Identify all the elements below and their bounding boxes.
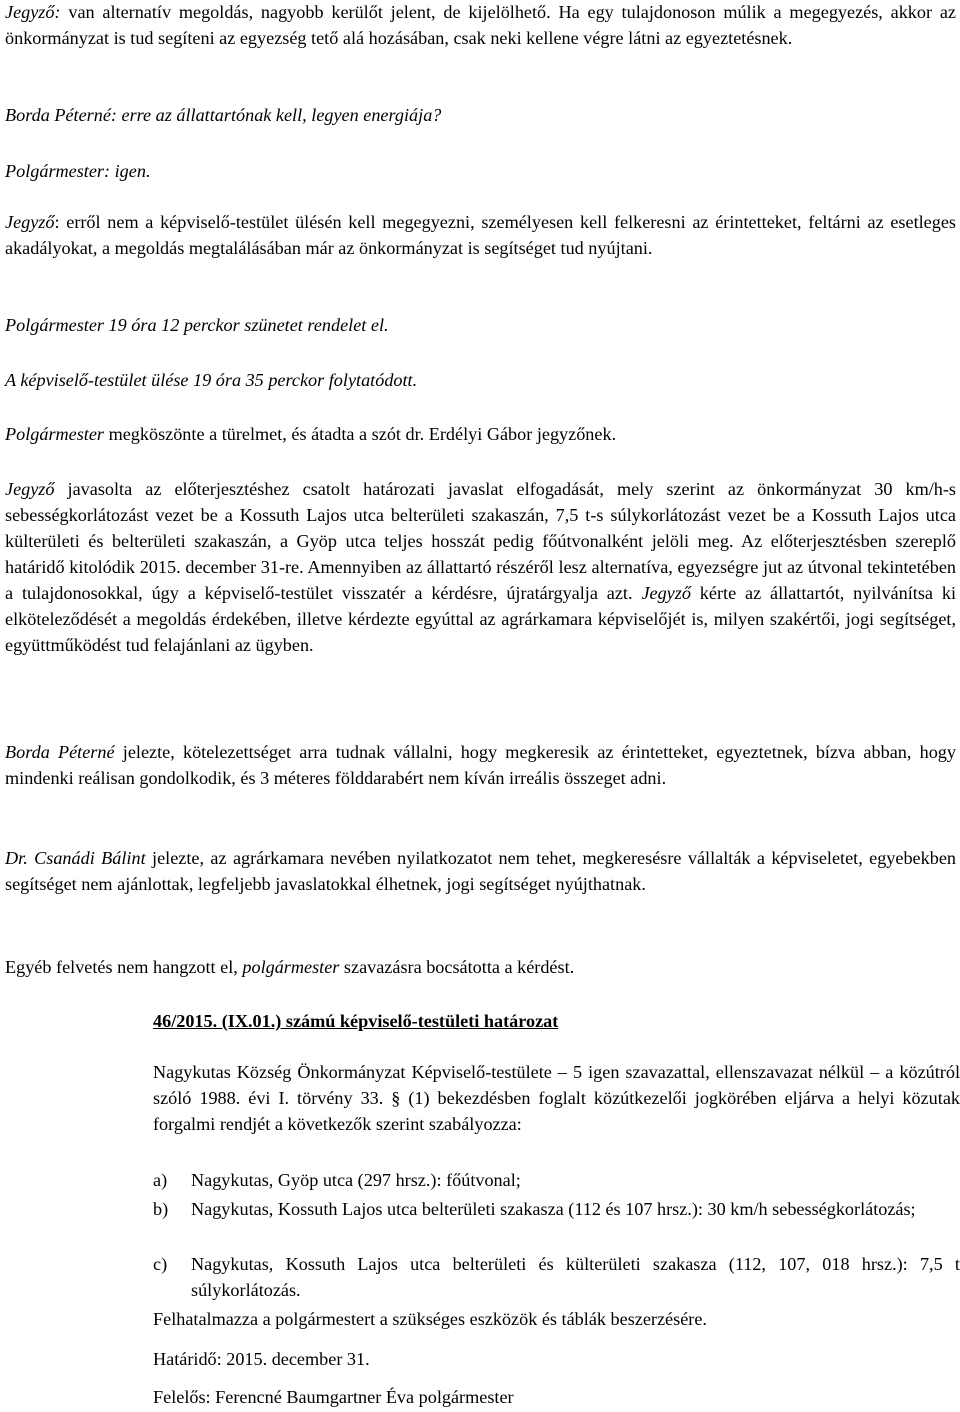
speaker-name: Jegyző:	[5, 2, 61, 22]
paragraph-text: Egyéb felvetés nem hangzott el,	[5, 957, 243, 977]
resolution-title: 46/2015. (IX.01.) számú képviselő-testületi határozat	[153, 1011, 559, 1031]
speaker-name: polgármester	[242, 957, 340, 977]
speaker-name: Dr. Csanádi Bálint	[5, 848, 146, 868]
paragraph-jegyzo-proposal	[5, 476, 956, 658]
paragraph-csanadi-statement	[5, 845, 956, 897]
paragraph-jegyzo-meeting	[5, 209, 956, 261]
paragraph-borda-commitment	[5, 739, 956, 791]
paragraph-jegyzo-alternative	[5, 0, 956, 51]
paragraph-text: A képviselő-testület ülése 19 óra 35 perckor folytatódott.	[5, 370, 418, 390]
paragraph-text: kérte az állattartót, nyilvánítsa ki elköteleződését a megoldás érdekében, illetve kérdezte egyúttal az agrárkamara képviselőjét is, milyen szakértői, jogi segítséget, együttműködést tud felajánlani az ügyben.	[5, 583, 957, 655]
speaker-name: Jegyző	[641, 583, 691, 603]
resolution-responsible: Felelős: Ferencné Baumgartner Éva polgármester	[153, 1387, 514, 1407]
paragraph-text: megköszönte a türelmet, és átadta a szót dr. Erdélyi Gábor jegyzőnek.	[104, 424, 617, 444]
list-item-text: Nagykutas, Kossuth Lajos utca belterületi és külterületi szakasza (112, 107, 018 hrsz.): 7,5 t súlykorlátozás.	[191, 1254, 960, 1300]
speaker-name: Polgármester	[5, 424, 105, 444]
resolution-intro: Nagykutas Község Önkormányzat Képviselő-testülete – 5 igen szavazattal, ellenszavazat nélkül – a közútról szóló 1988. évi I. törvény 33. § (1) bekezdésben foglalt közútkezelői jogkörében eljárva a helyi közutak forgalmi rendjét a következők szerint szabályozza:	[153, 1062, 960, 1134]
paragraph-text: szavazásra bocsátotta a kérdést.	[339, 957, 575, 977]
paragraph-break-announced	[5, 312, 956, 338]
speaker-name: Polgármester:	[5, 161, 111, 181]
paragraph-borda-question	[5, 102, 956, 128]
speaker-name: Jegyző	[5, 212, 55, 232]
paragraph-text: erre az állattartónak kell, legyen energiája?	[116, 105, 442, 125]
paragraph-text: : erről nem a képviselő-testület ülésén kell megegyezni, személyesen kell felkeresni az érintetteket, feltárni az esetleges akadályokat, a megoldás megtalálásában már az önkormányzat is segítséget tud nyújtani.	[5, 212, 956, 258]
paragraph-text: van alternatív megoldás, nagyobb kerülőt jelent, de kijelölhető. Ha egy tulajdonoson múlik a megegyezés, akkor az önkormányzat is tud segíteni az egyezség tető alá hozásában, csak neki kellene végre látni az egyeztetésnek.	[5, 2, 956, 48]
resolution-item	[153, 1196, 960, 1222]
speaker-name: Borda Péterné:	[5, 105, 117, 125]
list-marker: a)	[153, 1170, 168, 1190]
paragraph-meeting-resumed	[5, 367, 956, 393]
resolution-item	[153, 1251, 960, 1303]
list-item-text: Nagykutas, Gyöp utca (297 hrsz.): főútvonal;	[191, 1170, 521, 1190]
paragraph-text: javasolta az előterjesztéshez csatolt határozati javaslat elfogadását, mely szerint az önkormányzat 30 km/h-s sebességkorlátozást vezet be a Kossuth Lajos utca belterületi szakaszán, 7,5 t-s súlykorlátozást vezet be a Kossuth Lajos utca külterületi és belterületi szakaszán, a Gyöp utca teljes hosszát pedig főútvonalként jelöli meg. Az előterjesztésben szereplő határidő kitolódik 2015. december 31-re. Amennyiben az állattartó részéről lesz alternatíva, egyezségre jut az útvonal tekintetében a tulajdonosokkal, úgy a képviselő-testület visszatér a kérdésre, újratárgyalja azt.	[5, 479, 956, 603]
paragraph-text: Polgármester 19 óra 12 perckor szünetet rendelet el.	[5, 315, 389, 335]
list-item-text: Nagykutas, Kossuth Lajos utca belterületi szakasza (112 és 107 hrsz.): 30 km/h sebességkorlátozás;	[191, 1199, 916, 1219]
resolution-authorization: Felhatalmazza a polgármestert a szükséges eszközök és táblák beszerzésére.	[153, 1309, 707, 1329]
paragraph-text: jelezte, az agrárkamara nevében nyilatkozatot nem tehet, megkeresésre vállalták a képviseletet, egyebekben segítséget nem ajánlottak, legfeljebb javaslatokkal élhetnek, jogi segítséget nyújthatnak.	[5, 848, 956, 894]
resolution-deadline: Határidő: 2015. december 31.	[153, 1349, 370, 1369]
paragraph-mayor-thanks	[5, 421, 956, 447]
resolution-item	[153, 1167, 960, 1193]
speaker-name: Jegyző	[5, 479, 55, 499]
speaker-name: Borda Péterné	[5, 742, 115, 762]
paragraph-text: igen.	[110, 161, 151, 181]
paragraph-vote-called	[5, 954, 956, 980]
list-marker: b)	[153, 1199, 169, 1219]
paragraph-text: jelezte, kötelezettséget arra tudnak vállalni, hogy megkeresik az érintetteket, egyeztetnek, bízva abban, hogy mindenki reálisan gondolkodik, és 3 méteres földdarabért nem kíván irreális összeget adni.	[5, 742, 956, 788]
paragraph-mayor-answer	[5, 158, 956, 184]
list-marker: c)	[153, 1254, 168, 1274]
